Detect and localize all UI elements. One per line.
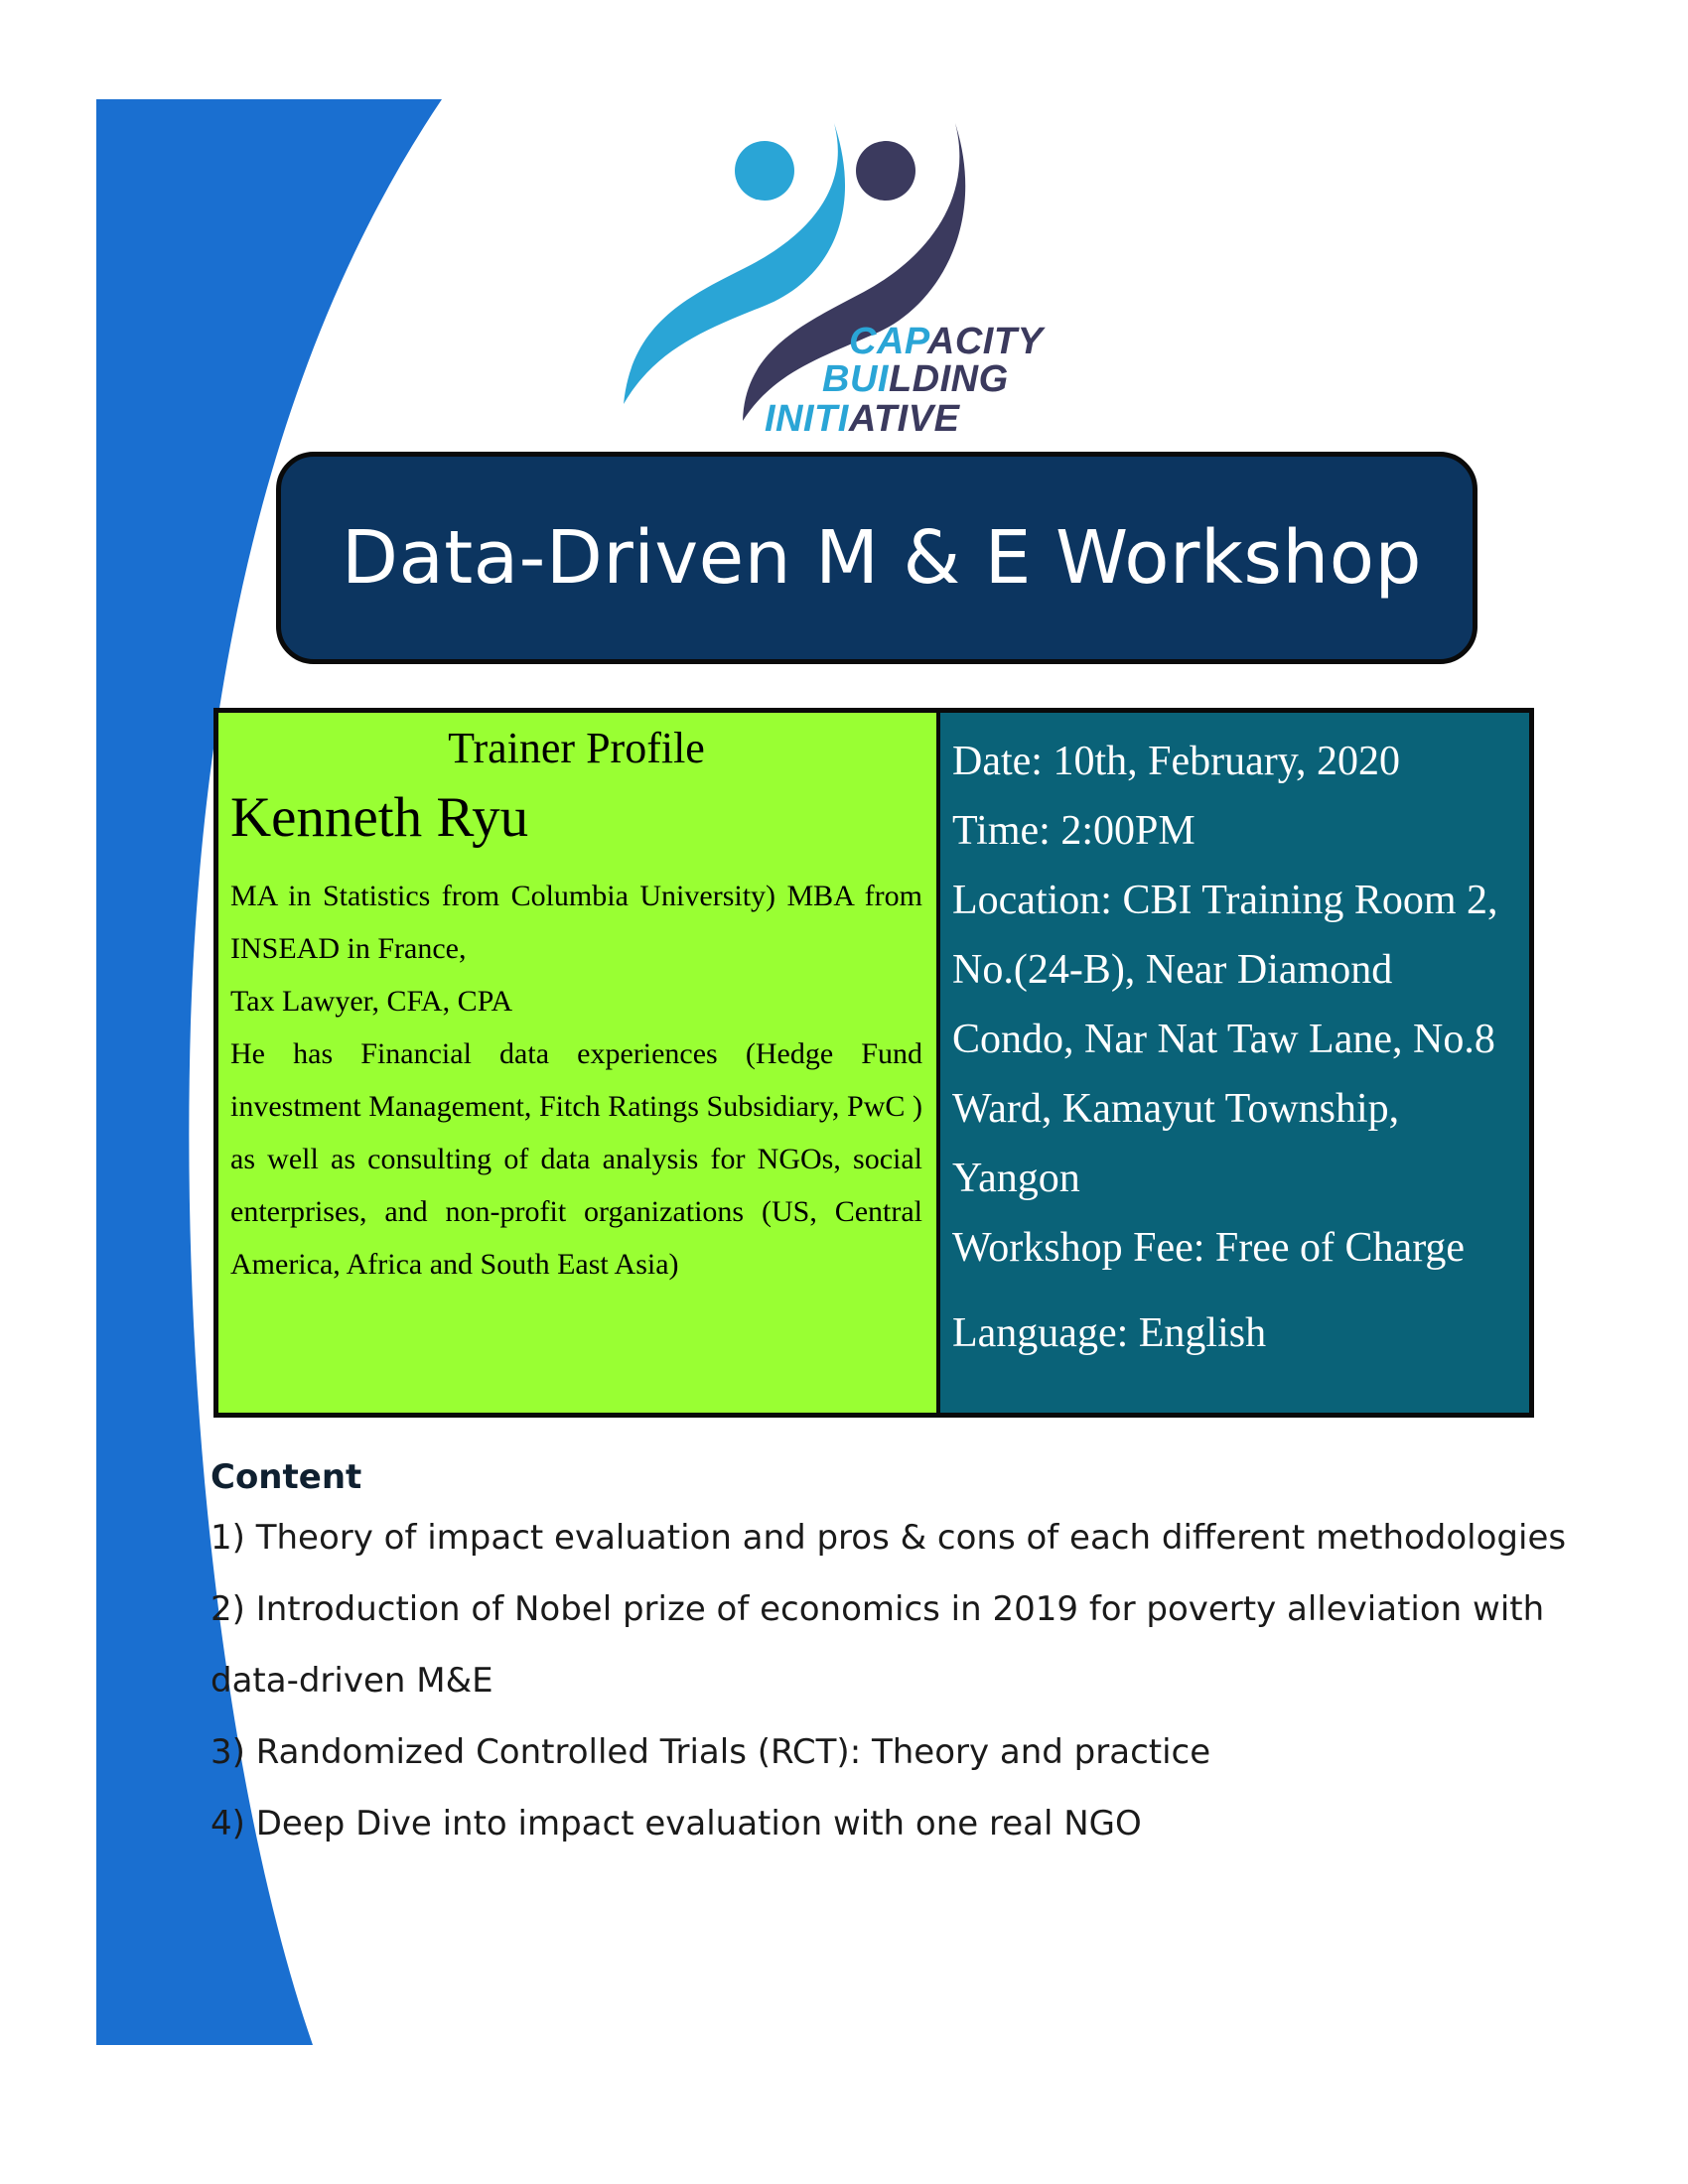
trainer-degrees: MA in Statistics from Columbia University) MBA from INSEAD in France, [230,880,922,965]
info-table [213,708,1534,1418]
content-item: 2) Introduction of Nobel prize of economics in 2019 for poverty alleviation with data-driven M&E [211,1589,1545,1701]
content-section [211,1452,1581,1859]
logo-text-initiative: INITIATIVE [765,398,960,440]
cbi-logo [606,111,1082,449]
trainer-credentials: Tax Lawyer, CFA, CPA [230,985,513,1018]
trainer-profile-heading: Trainer Profile [448,724,705,772]
detail-fee: Workshop Fee: Free of Charge [952,1225,1466,1271]
content-item: 1) Theory of impact evaluation and pros & cons of each different methodologies [211,1518,1567,1558]
trainer-experience: He has Financial data experiences (Hedge Fund investment Management, Fitch Ratings Subsidiary, PwC ) as well as consulting of data analysis for NGOs, social enterprises, and non-profit organizations (US, Central America, Africa and South East Asia) [230,1037,922,1281]
workshop-title: Data-Driven M & E Workshop [341,515,1423,601]
logo-text-capacity: CAPACITY [849,321,1044,362]
content-heading: Content [211,1457,362,1497]
detail-date: Date: 10th, February, 2020 [952,739,1401,784]
title-banner [276,452,1477,664]
detail-location: Location: CBI Training Room 2, No.(24-B), Near Diamond Condo, Nar Nat Taw Lane, No.8 Ward, Kamayut Township, Yangon [952,878,1498,1201]
detail-time: Time: 2:00PM [952,808,1196,854]
logo-text-building: BUILDING [822,358,1009,400]
content-item: 4) Deep Dive into impact evaluation with one real NGO [211,1804,1142,1843]
trainer-profile-panel [218,713,940,1413]
content-item: 3) Randomized Controlled Trials (RCT): Theory and practice [211,1732,1211,1772]
trainer-name: Kenneth Ryu [230,786,529,849]
detail-language: Language: English [952,1310,1267,1356]
workshop-details-panel [940,713,1529,1413]
